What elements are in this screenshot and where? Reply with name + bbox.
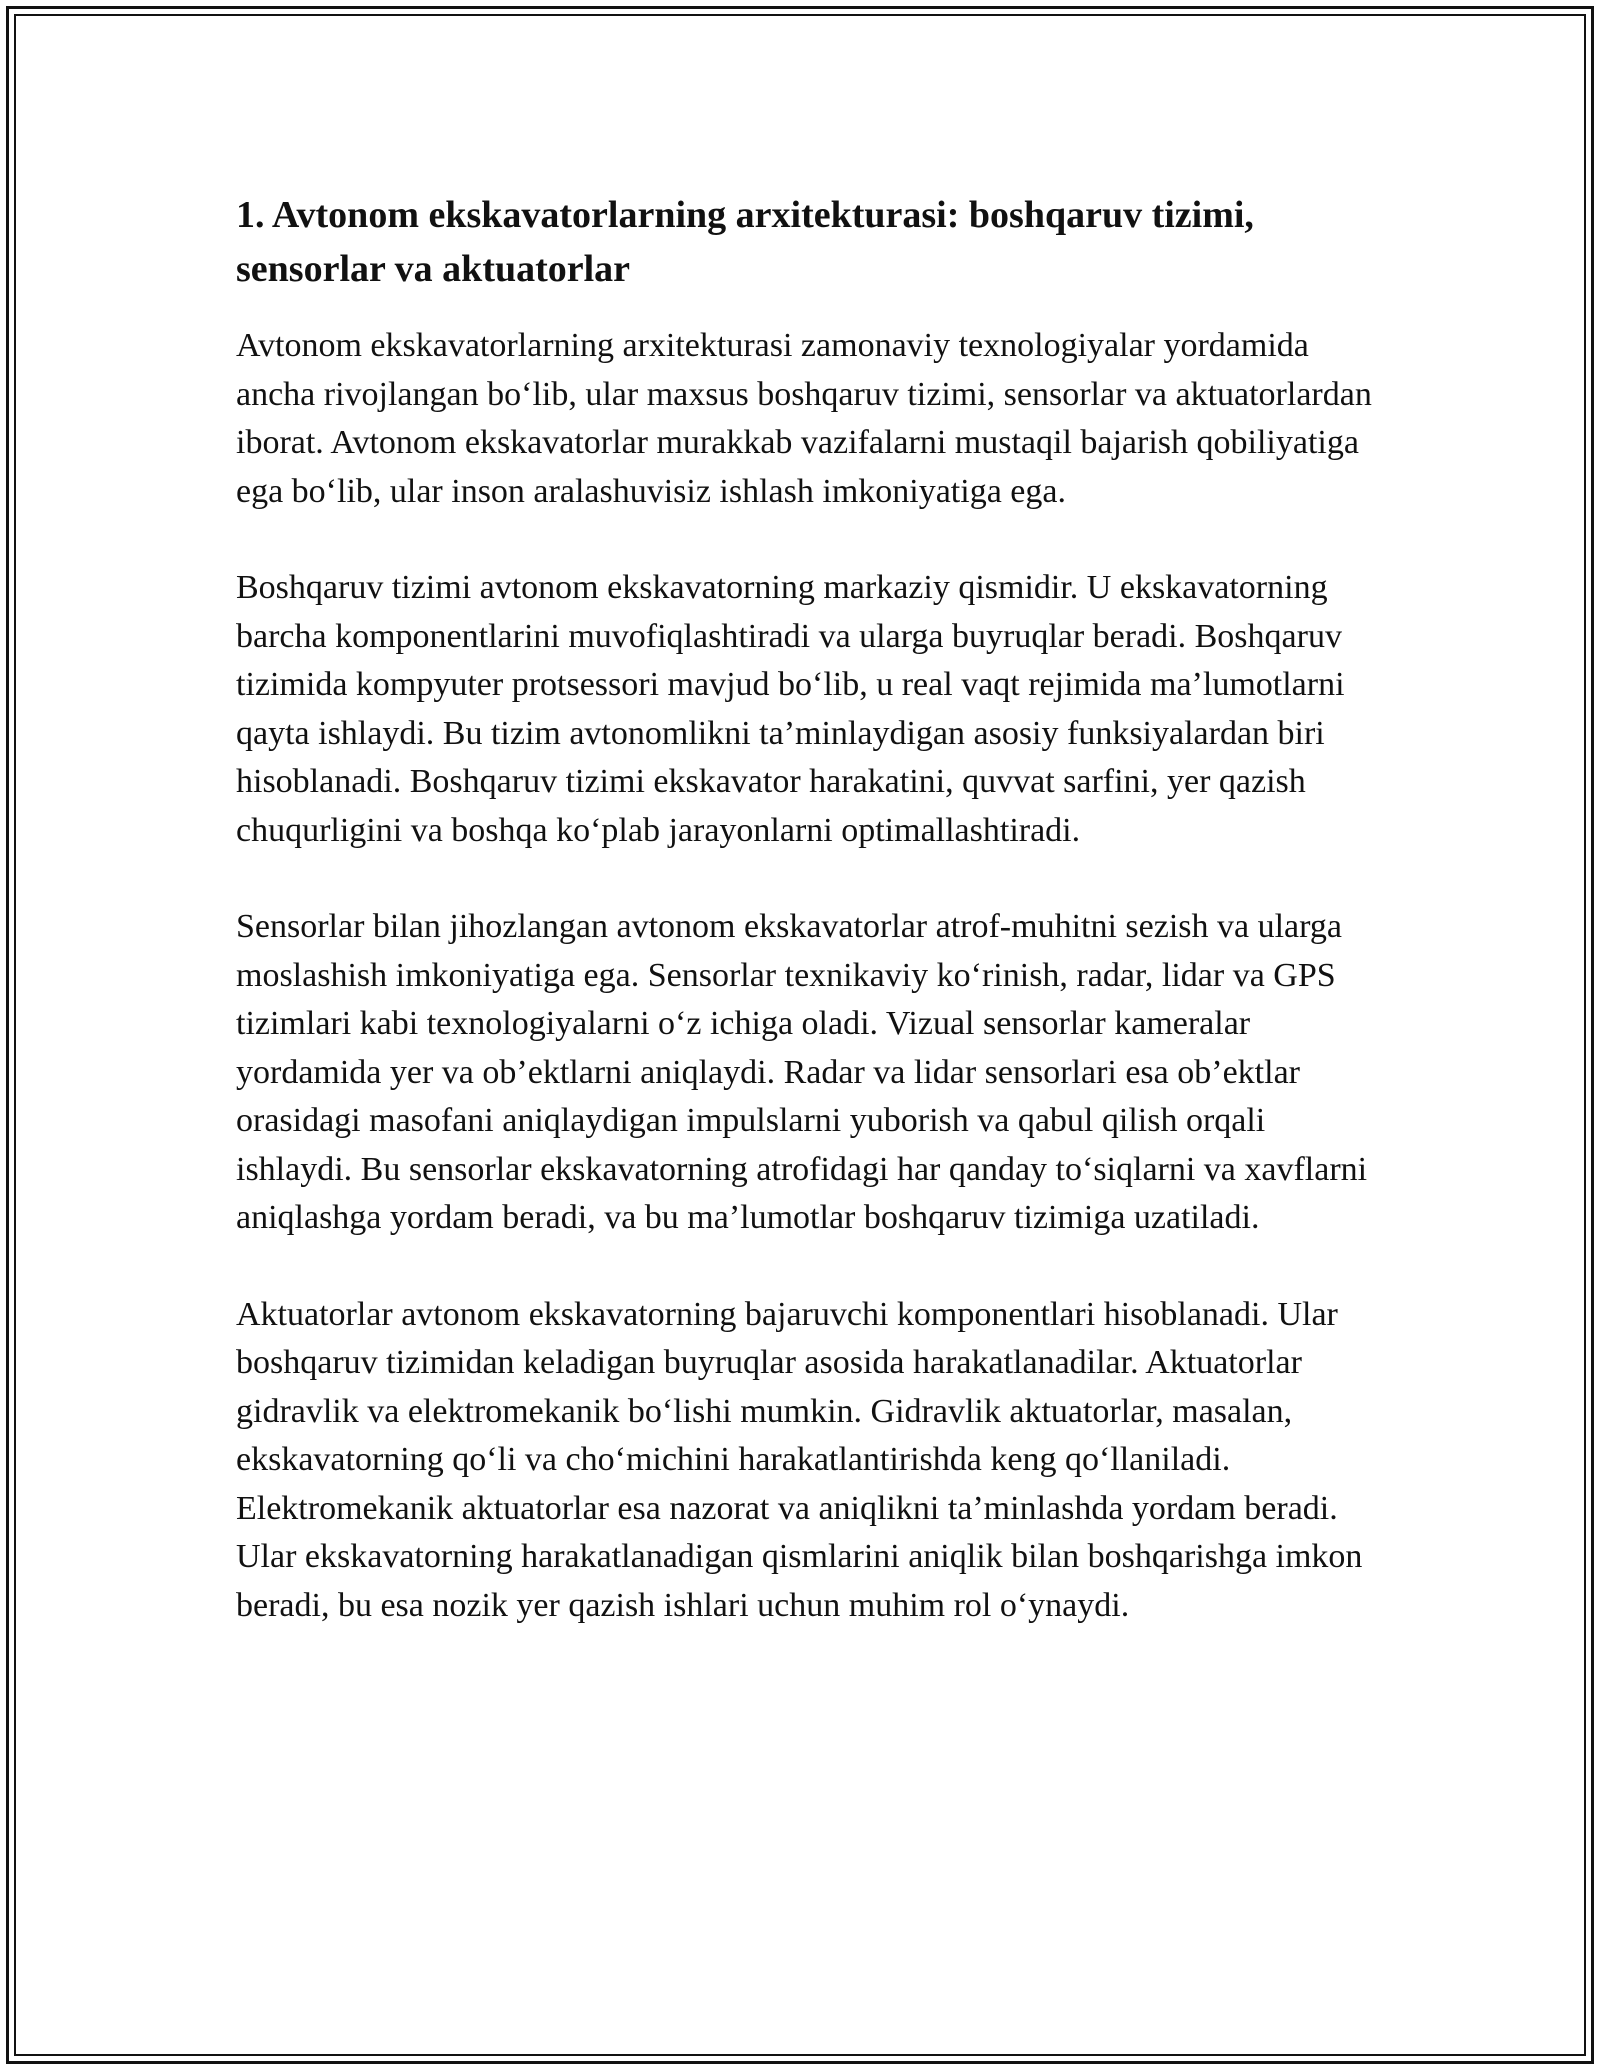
paragraph-intro: Avtonom ekskavatorlarning arxitekturasi zamonaviy texnologiyalar yordamida ancha rivojlangan bo‘lib, ular maxsus boshqaruv tizimi, sensorlar va aktuatorlardan iborat. Avtonom ekskavatorlar murakkab vazifalarni mustaqil bajarish qobiliyatiga ega bo‘lib, ular inson aralashuvisiz ishlash imkoniyatiga ega. <box>236 327 1372 510</box>
paragraph-actuators: Aktuatorlar avtonom ekskavatorning bajaruvchi komponentlari hisoblanadi. Ular boshqaruv tizimidan keladigan buyruqlar asosida harakatlanadilar. Aktuatorlar gidravlik va elektromekanik bo‘lishi mumkin. Gidravlik aktuatorlar, masalan, ekskavatorning qo‘li va cho‘michini harakatlantirishda keng qo‘llaniladi. Elektromekanik aktuatorlar esa nazorat va aniqlikni ta’minlashda yordam beradi. Ular ekskavatorning harakatlanadigan qismlarini aniqlik bilan boshqarishga imkon beradi, bu esa nozik yer qazish ishlari uchun muhim rol o‘ynaydi. <box>236 1295 1363 1624</box>
paragraph-control-system: Boshqaruv tizimi avtonom ekskavatorning markaziy qismidir. U ekskavatorning barcha komponentlarini muvofiqlashtiradi va ularga buyruqlar beradi. Boshqaruv tizimida kompyuter protsessori mavjud bo‘lib, u real vaqt rejimida ma’lumotlarni qayta ishlaydi. Bu tizim avtonomlikni ta’minlaydigan asosiy funksiyalardan biri hisoblanadi. Boshqaruv tizimi ekskavator harakatini, quvvat sarfini, yer qazish chuqurligini va boshqa ko‘plab jarayonlarni optimallashtiradi. <box>236 569 1345 849</box>
document-body <box>236 188 1376 1678</box>
section-heading: 1. Avtonom ekskavatorlarning arxitekturasi: boshqaruv tizimi, sensorlar va aktuatorlar <box>236 194 1254 290</box>
paragraph-sensors: Sensorlar bilan jihozlangan avtonom ekskavatorlar atrof-muhitni sezish va ularga moslashish imkoniyatiga ega. Sensorlar texnikaviy ko‘rinish, radar, lidar va GPS tizimlari kabi texnologiyalarni o‘z ichiga oladi. Vizual sensorlar kameralar yordamida yer va ob’ektlarni aniqlaydi. Radar va lidar sensorlari esa ob’ektlar orasidagi masofani aniqlaydigan impulslarni yuborish va qabul qilish orqali ishlaydi. Bu sensorlar ekskavatorning atrofidagi har qanday to‘siqlarni va xavflarni aniqlashga yordam beradi, va bu ma’lumotlar boshqaruv tizimiga uzatiladi. <box>236 908 1368 1236</box>
